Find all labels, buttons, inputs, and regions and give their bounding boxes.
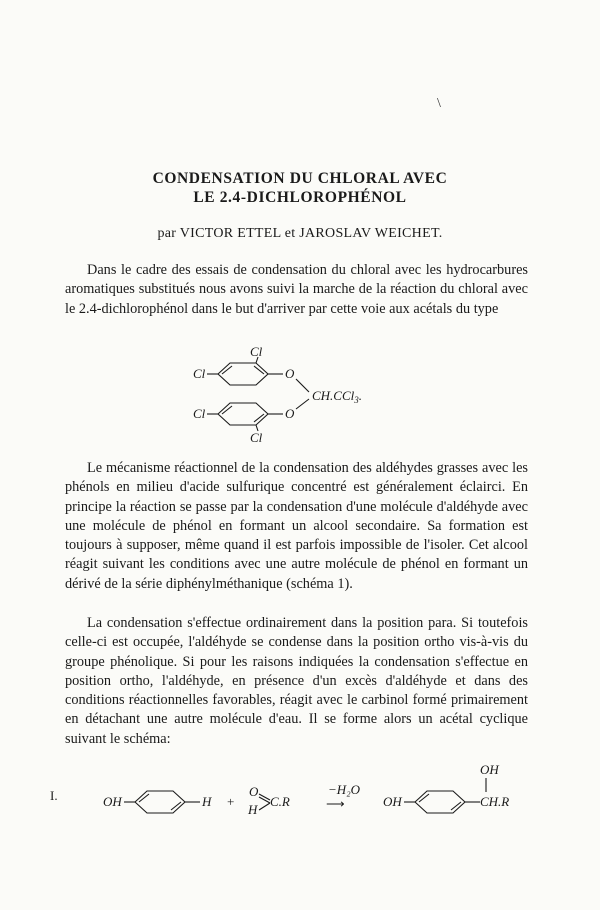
benzene-ring-reactant (135, 791, 185, 813)
reaction-arrow: ⟶ (326, 796, 345, 811)
scan-mark: \ (437, 96, 441, 111)
paragraph-intro-text: Dans le cadre des essais de condensation du chloral avec les hydrocarbures aromatiques substitués nous avons suivi la marche de la réaction du chloral avec le 2.4-dichlorophénol dans le but d'arriver par cette voie aux acétals du type (65, 262, 528, 317)
ring-double-bond (139, 794, 149, 802)
ring-double-bond (419, 794, 429, 802)
article-title-line-1: CONDENSATION DU CHLORAL AVEC (152, 170, 448, 187)
ring-double-bond (451, 802, 461, 810)
authors: par VICTOR ETTEL et JAROSLAV WEICHET. (157, 226, 443, 241)
label-aldehyde-cr: C.R (270, 794, 290, 809)
bond-c-h (259, 803, 270, 810)
article-title-line-2: LE 2.4-DICHLOROPHÉNOL (193, 189, 407, 206)
paragraph-mechanism-text: Le mécanisme réactionnel de la condensation des aldéhydes grasses avec les phénols en milieu d'acide sulfurique concentré est généralement éclairci. En principe la réaction se passe par la condensation d'une molécule d'aldéhyde avec une molécule de phénol en formant un alcool secondaire. Sa formation est toujours à supposer, même quand il est parfois impossible de l'isoler. Cet alcool réagit suivant les conditions avec une autre molécule de phénol en formant un dérivé de la série diphénylméthanique (schéma 1). (65, 460, 528, 592)
bond-c-o-1 (259, 794, 270, 800)
label-ch-r: CH.R (480, 794, 510, 809)
label-ch-ccl3: CH.CCl$_3$. (312, 388, 363, 405)
label-o-upper: O (285, 366, 295, 381)
benzene-ring-product (415, 791, 465, 813)
scheme-number: I. (50, 788, 58, 803)
label-aldehyde-h: H (248, 802, 258, 817)
label-oh-product: OH (383, 794, 402, 809)
label-cl-left-lower: Cl (193, 406, 206, 421)
paragraph-condensation-text: La condensation s'effectue ordinairement dans la position para. Si toutefois celle-ci est occupée, l'aldéhyde se condense dans la position ortho vis-à-vis du groupe phénolique. Si pour les raisons indiquées la condensation s'effectue en position ortho, l'aldéhyde, en présence d'un excès d'aldéhyde et dans des conditions réactionnelles favorables, réagit avec le carbinol formé primairement en détachant une autre molécule d'eau. Il se forme alors un acétal cyclique suivant le schéma: (65, 615, 528, 747)
label-oh-reactant: OH (103, 794, 122, 809)
arrow-label: −H₂O (328, 782, 361, 797)
bond-c-o-2 (259, 797, 270, 803)
label-cl-top: Cl (250, 344, 263, 359)
label-cl-bottom: Cl (250, 430, 263, 445)
label-h-reactant: H (202, 794, 212, 809)
plus-sign: + (227, 794, 235, 809)
label-oh-top: OH (480, 762, 499, 777)
ring-double-bond (171, 802, 181, 810)
label-cl-left-upper: Cl (193, 366, 206, 381)
label-aldehyde-o: O (249, 784, 259, 799)
label-o-lower: O (285, 406, 295, 421)
